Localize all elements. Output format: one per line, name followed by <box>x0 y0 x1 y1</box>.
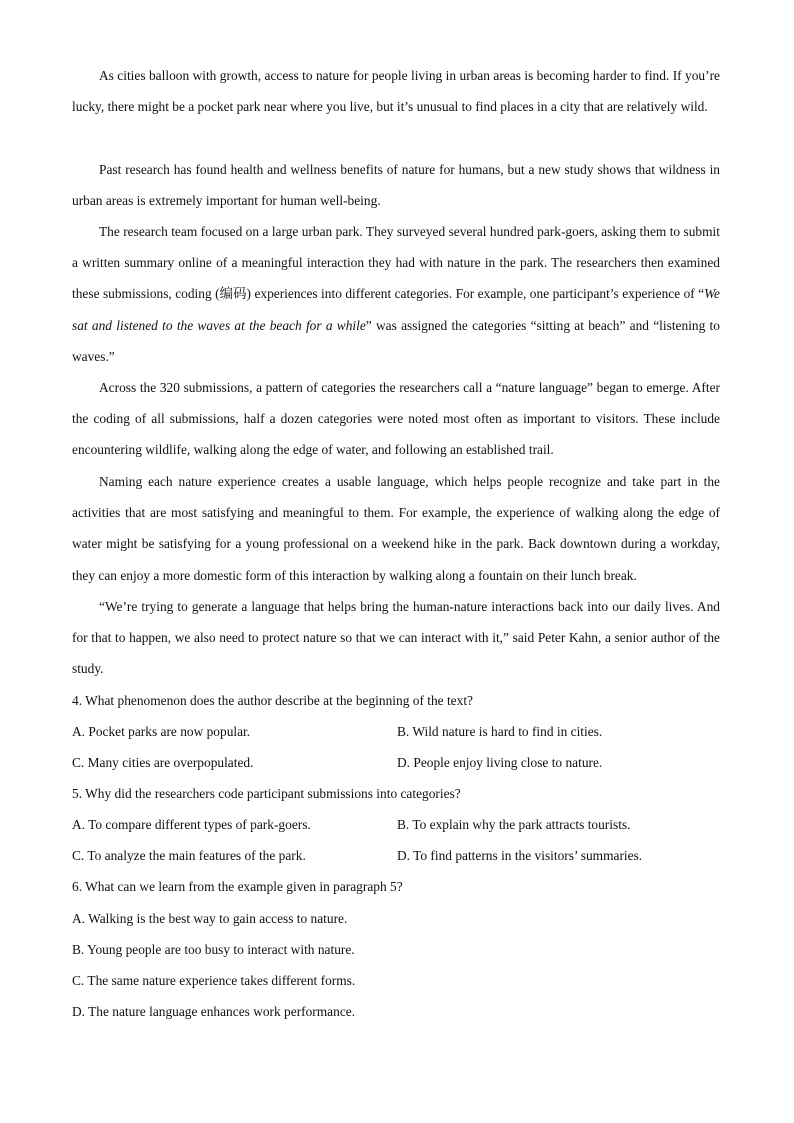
question-4-option-a[interactable]: A. Pocket parks are now popular. <box>72 724 251 739</box>
question-4-option-d[interactable]: D. People enjoy living close to nature. <box>397 755 603 770</box>
question-5-option-d[interactable]: D. To find patterns in the visitors’ summaries. <box>397 848 643 863</box>
question-6-option-b[interactable]: B. Young people are too busy to interact with nature. <box>72 942 355 957</box>
question-5-option-a[interactable]: A. To compare different types of park-goers. <box>72 817 311 832</box>
paragraph-4: Across the 320 submissions, a pattern of categories the researchers call a “nature language” began to emerge. After the coding of all submissions, half a dozen categories were noted most often as important to visitors. These include encountering wildlife, walking along the edge of water, and following an established trail. <box>72 380 720 458</box>
paragraph-6: “We’re trying to generate a language that helps bring the human-nature interactions back into our daily lives. And for that to happen, we also need to protect nature so that we can interact with it,” said Peter Kahn, a senior author of the study. <box>72 599 720 677</box>
paragraph-3-text-start: The research team focused on a large urban park. They surveyed several hundred park-goers, asking them to submit a written summary online of a meaningful interaction they had with nature in the park. The researchers then examined these submissions, coding (编码) experiences into different categories. For example, one participant’s experience of “ <box>72 224 720 302</box>
paragraph-3 <box>72 216 720 372</box>
paragraph-1: As cities balloon with growth, access to nature for people living in urban areas is becoming harder to find. If you’re lucky, there might be a pocket park near where you live, but it’s unusual to find places in a city that are relatively wild. <box>72 68 720 115</box>
question-6-option-a[interactable]: A. Walking is the best way to gain access to nature. <box>72 911 348 926</box>
question-5-option-b[interactable]: B. To explain why the park attracts tourists. <box>397 817 631 832</box>
question-4-option-c[interactable]: C. Many cities are overpopulated. <box>72 755 254 770</box>
question-6-option-c[interactable]: C. The same nature experience takes different forms. <box>72 973 356 988</box>
question-6-option-d[interactable]: D. The nature language enhances work performance. <box>72 1004 356 1019</box>
question-6-stem: 6. What can we learn from the example given in paragraph 5? <box>72 879 403 894</box>
paragraph-3-text-end: ” was assigned the categories “sitting at beach” and “listening to waves.” <box>72 317 720 364</box>
paragraph-2: Past research has found health and wellness benefits of nature for humans, but a new study shows that wildness in urban areas is extremely important for human well-being. <box>72 162 720 209</box>
paragraph-5: Naming each nature experience creates a usable language, which helps people recognize and take part in the activities that are most satisfying and meaningful to them. For example, the experience of walking along the edge of water might be satisfying for a young professional on a weekend hike in the park. Back downtown during a workday, they can enjoy a more domestic form of this interaction by walking along a fountain on their lunch break. <box>72 474 720 583</box>
question-5-option-c[interactable]: C. To analyze the main features of the park. <box>72 848 306 863</box>
question-4-stem: 4. What phenomenon does the author describe at the beginning of the text? <box>72 693 473 708</box>
question-4-option-b[interactable]: B. Wild nature is hard to find in cities. <box>397 724 603 739</box>
paragraph-3-quote: We sat and listened to the waves at the beach for a while <box>72 286 720 333</box>
question-5-stem: 5. Why did the researchers code participant submissions into categories? <box>72 786 461 801</box>
